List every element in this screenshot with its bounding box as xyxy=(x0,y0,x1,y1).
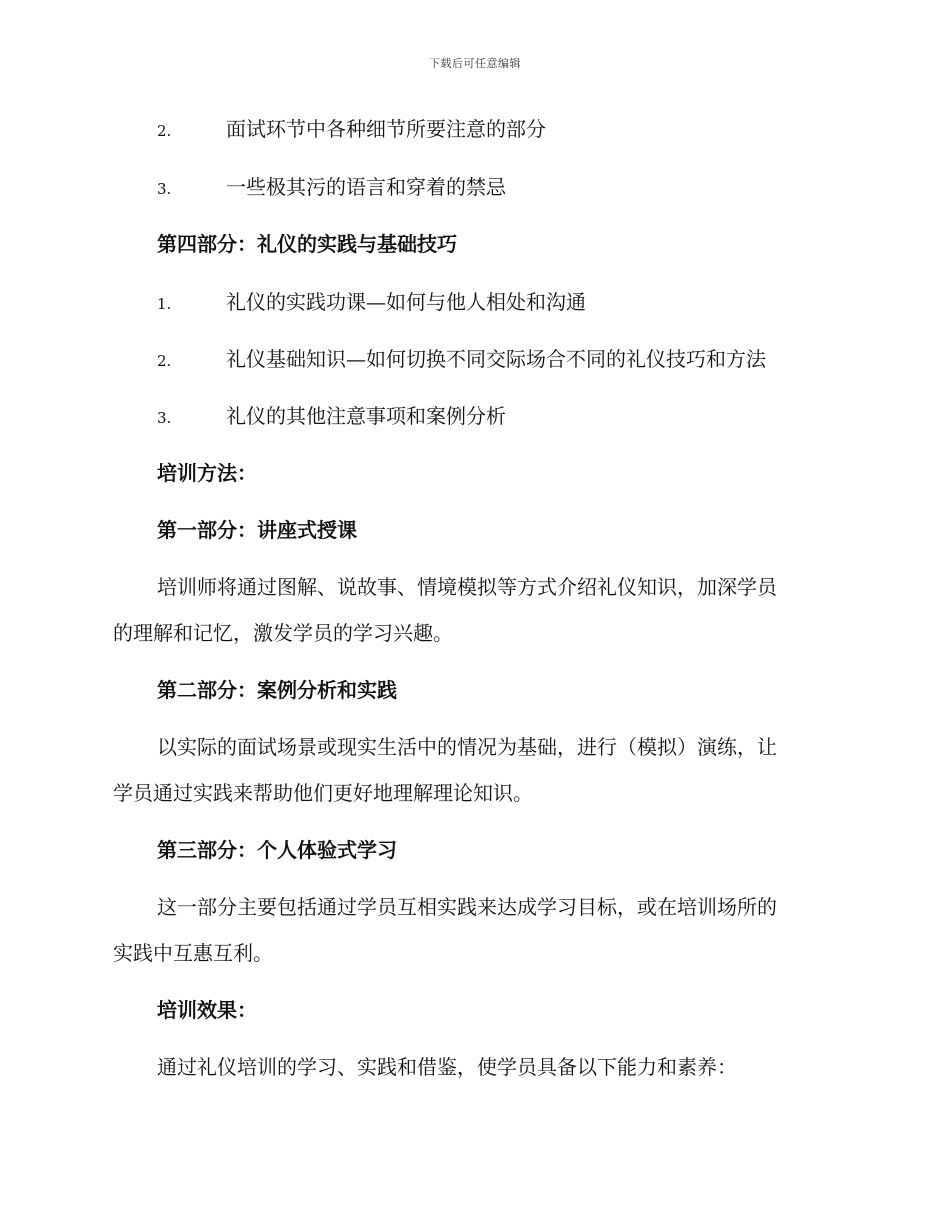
methods-heading: 培训方法： xyxy=(157,461,257,485)
paragraph-line: 培训师将通过图解、说故事、情境模拟等方式介绍礼仪知识，加深学员 xyxy=(157,575,777,599)
paragraph-line: 以实际的面试场景或现实生活中的情况为基础，进行（模拟）演练，让 xyxy=(157,735,777,759)
page-header: 下载后可任意编辑 xyxy=(429,57,521,70)
effects-heading: 培训效果： xyxy=(157,998,257,1022)
paragraph-line: 通过礼仪培训的学习、实践和借鉴，使学员具备以下能力和素养： xyxy=(157,1055,737,1079)
paragraph-line: 学员通过实践来帮助他们更好地理解理论知识。 xyxy=(113,781,533,805)
list-number: 1. xyxy=(157,295,172,313)
list-number: 3. xyxy=(157,180,172,198)
list-text: 礼仪的实践功课—如何与他人相处和沟通 xyxy=(226,290,586,314)
part2-heading: 第二部分：案例分析和实践 xyxy=(157,678,397,702)
list-text: 礼仪基础知识—如何切换不同交际场合不同的礼仪技巧和方法 xyxy=(226,347,766,371)
list-text: 一些极其污的语言和穿着的禁忌 xyxy=(226,175,506,199)
list-text: 面试环节中各种细节所要注意的部分 xyxy=(226,117,546,141)
list-number: 2. xyxy=(157,122,172,140)
list-number: 3. xyxy=(157,409,172,427)
section-heading: 第四部分：礼仪的实践与基础技巧 xyxy=(157,232,457,256)
part3-heading: 第三部分：个人体验式学习 xyxy=(157,838,397,862)
list-number: 2. xyxy=(157,352,172,370)
paragraph-line: 的理解和记忆，激发学员的学习兴趣。 xyxy=(113,621,453,645)
list-text: 礼仪的其他注意事项和案例分析 xyxy=(226,404,506,428)
part1-heading: 第一部分：讲座式授课 xyxy=(157,518,357,542)
paragraph-line: 这一部分主要包括通过学员互相实践来达成学习目标，或在培训场所的 xyxy=(157,895,777,919)
paragraph-line: 实践中互惠互利。 xyxy=(113,941,273,965)
